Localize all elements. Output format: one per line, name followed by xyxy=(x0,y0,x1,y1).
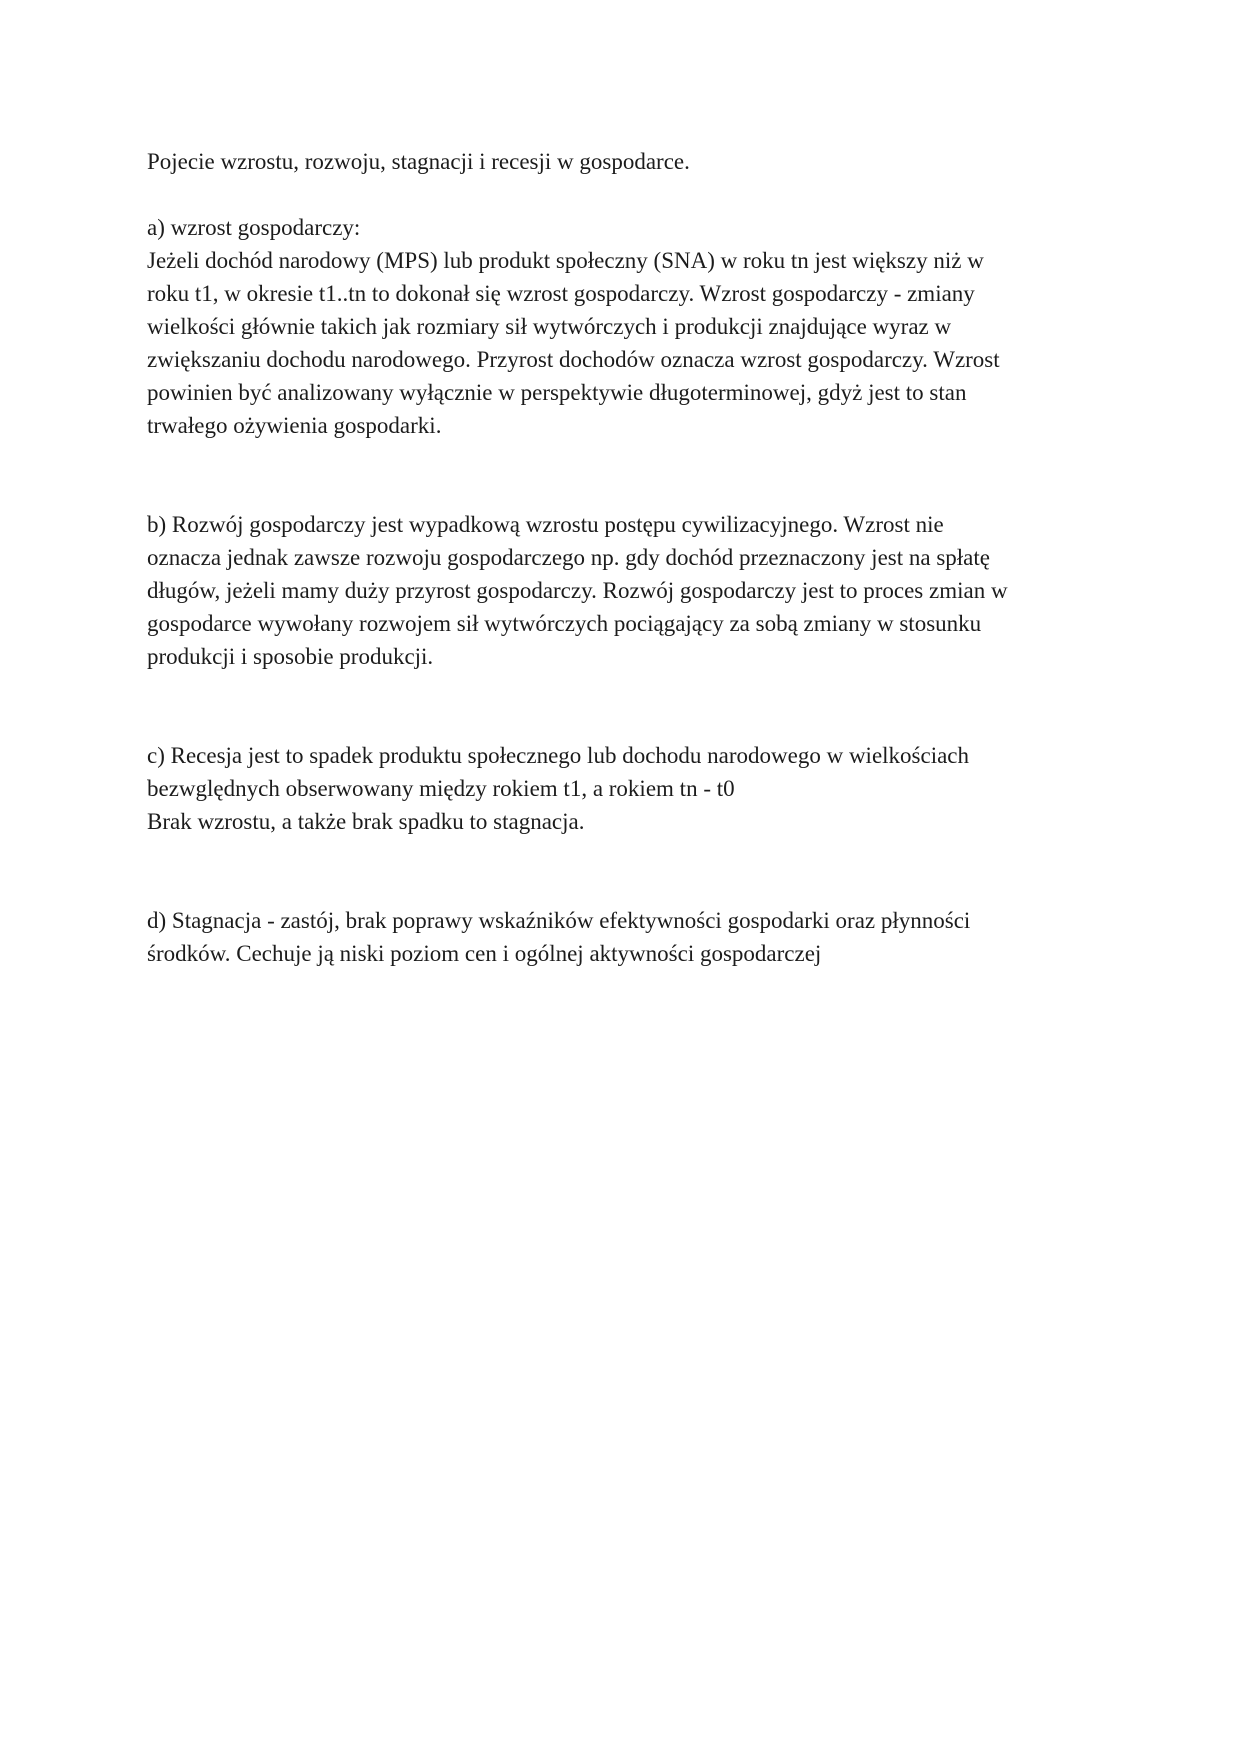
section-b xyxy=(147,508,1107,673)
section-d-line: d) Stagnacja - zastój, brak poprawy wskaźników efektywności gospodarki oraz płynności xyxy=(147,908,971,933)
spacer xyxy=(147,673,1107,739)
spacer xyxy=(147,838,1107,904)
document-body xyxy=(147,145,1107,970)
section-a-line: zwiększaniu dochodu narodowego. Przyrost dochodów oznacza wzrost gospodarczy. Wzrost xyxy=(147,347,1000,372)
document-title: Pojecie wzrostu, rozwoju, stagnacji i recesji w gospodarce. xyxy=(147,149,690,174)
section-b-line: długów, jeżeli mamy duży przyrost gospodarczy. Rozwój gospodarczy jest to proces zmian w xyxy=(147,578,1008,603)
spacer xyxy=(147,442,1107,508)
section-b-line: produkcji i sposobie produkcji. xyxy=(147,644,434,669)
section-c xyxy=(147,739,1107,838)
section-a-heading: a) wzrost gospodarczy: xyxy=(147,215,361,240)
section-a-line: wielkości głównie takich jak rozmiary sił wytwórczych i produkcji znajdujące wyraz w xyxy=(147,314,952,339)
section-d-line: środków. Cechuje ją niski poziom cen i ogólnej aktywności gospodarczej xyxy=(147,941,822,966)
section-b-line: gospodarce wywołany rozwojem sił wytwórczych pociągający za sobą zmiany w stosunku xyxy=(147,611,982,636)
section-c-line: Brak wzrostu, a także brak spadku to stagnacja. xyxy=(147,809,585,834)
spacer xyxy=(147,178,1107,211)
section-a-line: roku t1, w okresie t1..tn to dokonał się wzrost gospodarczy. Wzrost gospodarczy - zmiany xyxy=(147,281,975,306)
section-b-line: b) Rozwój gospodarczy jest wypadkową wzrostu postępu cywilizacyjnego. Wzrost nie xyxy=(147,512,944,537)
section-c-line: bezwględnych obserwowany między rokiem t1, a rokiem tn - t0 xyxy=(147,776,735,801)
section-a-line: powinien być analizowany wyłącznie w perspektywie długoterminowej, gdyż jest to stan xyxy=(147,380,967,405)
section-d xyxy=(147,904,1107,970)
section-c-line: c) Recesja jest to spadek produktu społecznego lub dochodu narodowego w wielkościach xyxy=(147,743,970,768)
section-a-line: Jeżeli dochód narodowy (MPS) lub produkt społeczny (SNA) w roku tn jest większy niż w xyxy=(147,248,984,273)
section-a-line: trwałego ożywienia gospodarki. xyxy=(147,413,442,438)
section-a xyxy=(147,211,1107,442)
section-b-line: oznacza jednak zawsze rozwoju gospodarczego np. gdy dochód przeznaczony jest na spłatę xyxy=(147,545,990,570)
